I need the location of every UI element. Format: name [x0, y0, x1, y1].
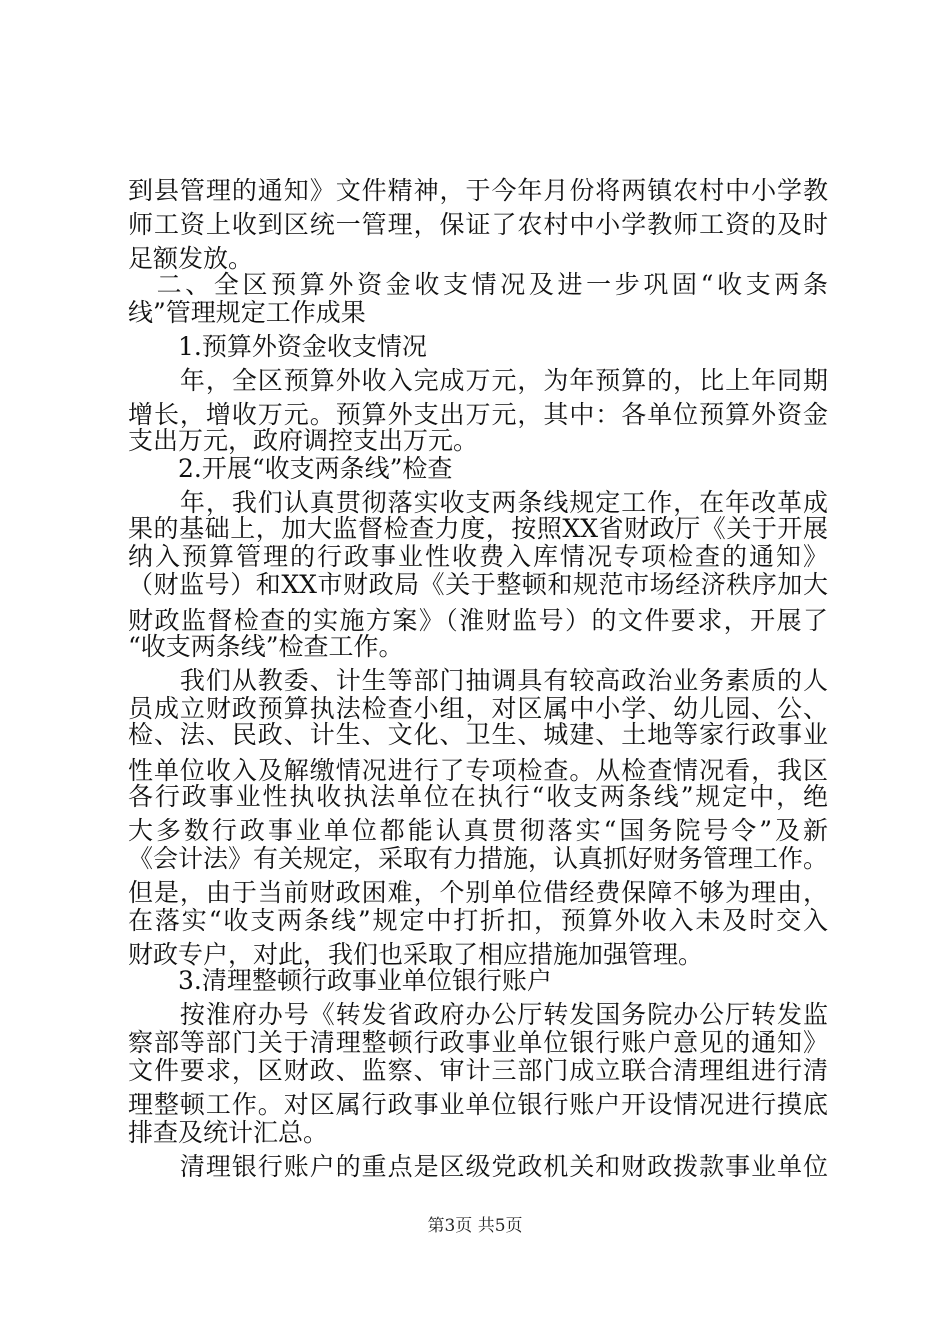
subsection-heading: 1.预算外资金收支情况 — [128, 332, 427, 361]
text-line: 察部等部门关于清理整顿行政事业单位银行账户意见的通知》 — [128, 1028, 828, 1057]
text-line: 员成立财政预算执法检查小组，对区属中小学、幼儿园、公、 — [128, 694, 828, 723]
subsection-heading: 3.清理整顿行政事业单位银行账户 — [128, 966, 552, 995]
text-line: （财监号）和XX市财政局《关于整顿和规范市场经济秩序加大 — [128, 570, 828, 599]
page-number-footer: 第3页 共5页 — [427, 1216, 523, 1236]
text-line: 《会计法》有关规定，采取有力措施，认真抓好财务管理工作。 — [128, 844, 829, 873]
text-line: 增长，增收万元。预算外支出万元，其中：各单位预算外资金 — [128, 400, 828, 429]
text-line: 年，我们认真贯彻落实收支两条线规定工作，在年改革成 — [128, 488, 828, 517]
text-line: 在落实“收支两条线”规定中打折扣，预算外收入未及时交入 — [128, 906, 828, 935]
text-line: 年，全区预算外收入完成万元，为年预算的，比上年同期 — [128, 366, 828, 395]
subsection-heading: 2.开展“收支两条线”检查 — [128, 454, 453, 483]
text-line: 性单位收入及解缴情况进行了专项检查。从检查情况看，我区 — [128, 756, 828, 785]
text-line: 但是，由于当前财政困难，个别单位借经费保障不够为理由， — [128, 878, 828, 907]
section-heading: 二、全区预算外资金收支情况及进一步巩固“收支两条 — [128, 270, 828, 299]
text-line: 财政专户，对此，我们也采取了相应措施加强管理。 — [128, 940, 704, 969]
text-line: 财政监督检查的实施方案》（淮财监号）的文件要求，开展了 — [128, 606, 828, 635]
text-line: 纳入预算管理的行政事业性收费入库情况专项检查的通知》 — [128, 542, 828, 571]
text-line: 检、法、民政、计生、文化、卫生、城建、土地等家行政事业 — [128, 720, 828, 749]
text-line: “收支两条线”检查工作。 — [128, 632, 404, 661]
text-line: 排查及统计汇总。 — [128, 1118, 329, 1147]
text-line: 支出万元，政府调控支出万元。 — [128, 426, 479, 455]
text-line: 清理银行账户的重点是区级党政机关和财政拨款事业单位 — [128, 1152, 828, 1181]
text-line: 我们从教委、计生等部门抽调具有较高政治业务素质的人 — [128, 666, 828, 695]
section-heading: 线”管理规定工作成果 — [128, 298, 366, 327]
text-line: 理整顿工作。对区属行政事业单位银行账户开设情况进行摸底 — [128, 1090, 828, 1119]
text-line: 文件要求，区财政、监察、审计三部门成立联合清理组进行清 — [128, 1056, 828, 1085]
text-line: 师工资上收到区统一管理，保证了农村中小学教师工资的及时 — [128, 210, 828, 239]
text-line: 按淮府办号《转发省政府办公厅转发国务院办公厅转发监 — [128, 1000, 828, 1029]
text-line: 果的基础上，加大监督检查力度，按照XX省财政厅《关于开展 — [128, 514, 828, 543]
text-line: 大多数行政事业单位都能认真贯彻落实“国务院号令”及新 — [128, 816, 828, 845]
text-line: 各行政事业性执收执法单位在执行“收支两条线”规定中，绝 — [128, 782, 828, 811]
text-line: 足额发放。 — [128, 244, 254, 273]
text-line: 到县管理的通知》文件精神，于今年月份将两镇农村中小学教 — [128, 176, 828, 205]
